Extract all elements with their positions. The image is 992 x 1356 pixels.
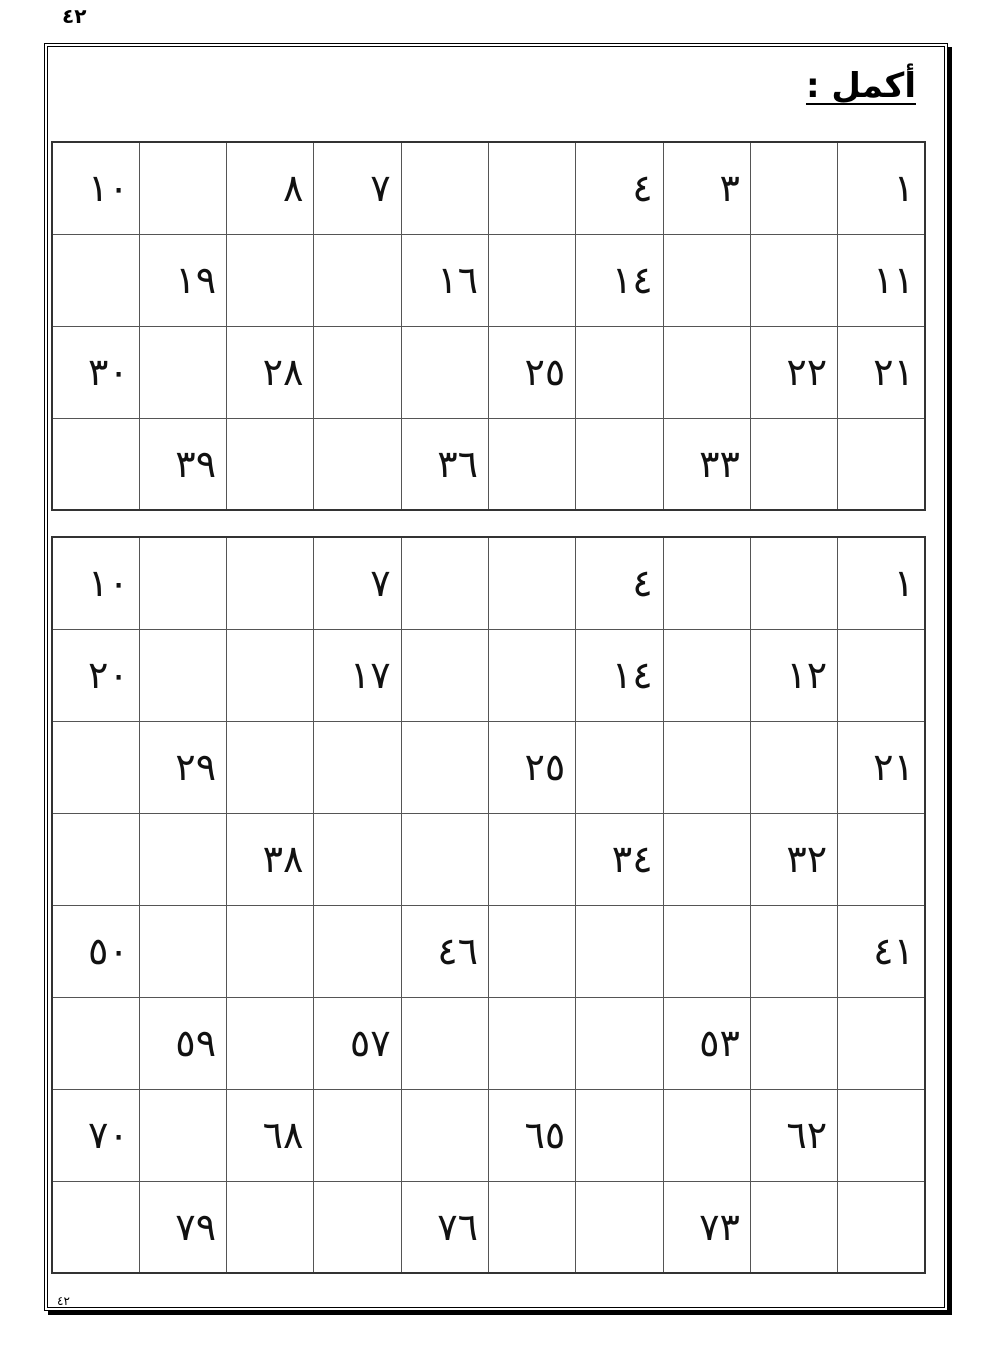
number-cell [52, 1089, 139, 1181]
blank-answer-cell[interactable] [663, 1089, 750, 1181]
blank-answer-cell[interactable] [401, 142, 488, 234]
number-cell [576, 234, 663, 326]
blank-answer-cell[interactable] [489, 813, 576, 905]
number-cell [401, 1181, 488, 1273]
blank-answer-cell[interactable] [139, 537, 226, 629]
number-cell [52, 905, 139, 997]
number-grid-1-to-40 [51, 141, 926, 511]
blank-answer-cell[interactable] [750, 905, 837, 997]
blank-answer-cell[interactable] [663, 537, 750, 629]
blank-answer-cell[interactable] [838, 418, 925, 510]
number-cell [314, 629, 401, 721]
blank-answer-cell[interactable] [227, 1181, 314, 1273]
blank-answer-cell[interactable] [314, 721, 401, 813]
blank-answer-cell[interactable] [227, 997, 314, 1089]
blank-answer-cell[interactable] [663, 234, 750, 326]
number-cell [401, 418, 488, 510]
number-cell [52, 537, 139, 629]
cell-number: ١٤ [611, 258, 653, 302]
page-number-top: ٤٢ [62, 4, 87, 28]
cell-number: ٥٣ [699, 1021, 740, 1065]
blank-answer-cell[interactable] [401, 629, 488, 721]
number-cell [838, 142, 925, 234]
grid-row [52, 1181, 925, 1273]
cell-number: ٥٩ [175, 1021, 217, 1065]
cell-number: ٣٩ [175, 441, 217, 486]
blank-answer-cell[interactable] [576, 418, 663, 510]
cell-number: ٥٠ [88, 929, 129, 973]
number-cell [401, 234, 488, 326]
cell-number: ١٧ [349, 653, 391, 697]
cell-number: ٢٢ [786, 350, 828, 394]
number-cell [227, 1089, 314, 1181]
number-cell [576, 142, 663, 234]
cell-number: ٧ [370, 561, 391, 606]
number-grid-1-to-80 [51, 536, 926, 1274]
cell-number: ١٢ [786, 653, 828, 697]
cell-number: ٣٢ [786, 837, 828, 881]
number-cell [576, 537, 663, 629]
cell-number: ٢٥ [524, 350, 566, 394]
number-cell [663, 1181, 750, 1273]
blank-answer-cell[interactable] [227, 418, 314, 510]
number-cell [576, 813, 663, 905]
cell-number: ٧٠ [88, 1113, 129, 1157]
cell-number: ٤ [632, 561, 653, 606]
blank-answer-cell[interactable] [52, 1181, 139, 1273]
blank-answer-cell[interactable] [750, 1181, 837, 1273]
number-cell [227, 813, 314, 905]
cell-number: ٦٥ [524, 1113, 566, 1157]
cell-number: ٢٨ [262, 350, 304, 394]
blank-answer-cell[interactable] [401, 997, 488, 1089]
number-cell [750, 629, 837, 721]
number-cell [227, 326, 314, 418]
number-cell [663, 418, 750, 510]
blank-answer-cell[interactable] [227, 234, 314, 326]
blank-answer-cell[interactable] [401, 326, 488, 418]
number-cell [489, 721, 576, 813]
number-cell [838, 537, 925, 629]
blank-answer-cell[interactable] [314, 1181, 401, 1273]
blank-answer-cell[interactable] [663, 905, 750, 997]
blank-answer-cell[interactable] [314, 326, 401, 418]
blank-answer-cell[interactable] [576, 721, 663, 813]
blank-answer-cell[interactable] [489, 418, 576, 510]
cell-number: ٨ [283, 166, 304, 211]
cell-number: ١٠ [88, 561, 129, 606]
number-cell [750, 813, 837, 905]
blank-answer-cell[interactable] [838, 997, 925, 1089]
blank-answer-cell[interactable] [314, 813, 401, 905]
number-cell [750, 1089, 837, 1181]
worksheet-frame [44, 43, 948, 1311]
blank-answer-cell[interactable] [838, 1089, 925, 1181]
number-cell [139, 721, 226, 813]
blank-answer-cell[interactable] [314, 234, 401, 326]
number-cell [52, 142, 139, 234]
page-number-bottom: ٤٢ [57, 1294, 70, 1308]
blank-answer-cell[interactable] [227, 629, 314, 721]
page-title: أكمل : [805, 66, 916, 106]
blank-answer-cell[interactable] [314, 1089, 401, 1181]
number-cell [838, 905, 925, 997]
grid-row [52, 326, 925, 418]
grid-row [52, 142, 925, 234]
number-cell [838, 234, 925, 326]
grid-row [52, 537, 925, 629]
blank-answer-cell[interactable] [663, 813, 750, 905]
blank-answer-cell[interactable] [576, 326, 663, 418]
cell-number: ٣٤ [611, 837, 653, 881]
cell-number: ٢٩ [175, 745, 217, 789]
cell-number: ٣ [719, 166, 740, 211]
blank-answer-cell[interactable] [750, 997, 837, 1089]
blank-answer-cell[interactable] [489, 234, 576, 326]
blank-answer-cell[interactable] [838, 813, 925, 905]
blank-answer-cell[interactable] [576, 1181, 663, 1273]
blank-answer-cell[interactable] [227, 905, 314, 997]
grid-row [52, 1089, 925, 1181]
cell-number: ٤١ [873, 929, 914, 973]
number-cell [838, 721, 925, 813]
blank-answer-cell[interactable] [227, 721, 314, 813]
blank-answer-cell[interactable] [838, 1181, 925, 1273]
cell-number: ٦٢ [786, 1113, 828, 1157]
grid-row [52, 234, 925, 326]
number-cell [227, 142, 314, 234]
blank-answer-cell[interactable] [663, 326, 750, 418]
cell-number: ٧ [370, 166, 391, 211]
blank-answer-cell[interactable] [52, 234, 139, 326]
grid-row [52, 721, 925, 813]
cell-number: ٥٧ [349, 1021, 391, 1065]
grid-row [52, 813, 925, 905]
cell-number: ١٩ [175, 258, 217, 302]
cell-number: ٢٥ [524, 745, 566, 789]
blank-answer-cell[interactable] [750, 234, 837, 326]
number-cell [52, 326, 139, 418]
cell-number: ١ [893, 166, 914, 211]
number-cell [314, 142, 401, 234]
number-cell [838, 326, 925, 418]
blank-answer-cell[interactable] [52, 418, 139, 510]
blank-answer-cell[interactable] [139, 1089, 226, 1181]
number-cell [576, 629, 663, 721]
blank-answer-cell[interactable] [52, 997, 139, 1089]
cell-number: ٢١ [873, 350, 914, 394]
blank-answer-cell[interactable] [489, 629, 576, 721]
cell-number: ١١ [873, 258, 914, 302]
number-cell [750, 326, 837, 418]
blank-answer-cell[interactable] [489, 1181, 576, 1273]
blank-answer-cell[interactable] [139, 905, 226, 997]
cell-number: ٧٩ [175, 1204, 217, 1249]
blank-answer-cell[interactable] [52, 813, 139, 905]
blank-answer-cell[interactable] [750, 418, 837, 510]
cell-number: ٧٣ [699, 1204, 740, 1249]
blank-answer-cell[interactable] [489, 142, 576, 234]
grid-row [52, 629, 925, 721]
number-cell [139, 1181, 226, 1273]
blank-answer-cell[interactable] [838, 629, 925, 721]
grid-row [52, 905, 925, 997]
blank-answer-cell[interactable] [401, 813, 488, 905]
number-cell [314, 997, 401, 1089]
cell-number: ٢٠ [88, 653, 129, 697]
blank-answer-cell[interactable] [401, 721, 488, 813]
cell-number: ٣٨ [262, 837, 304, 881]
blank-answer-cell[interactable] [663, 629, 750, 721]
blank-answer-cell[interactable] [663, 721, 750, 813]
blank-answer-cell[interactable] [139, 326, 226, 418]
number-cell [314, 537, 401, 629]
cell-number: ١٦ [437, 258, 479, 302]
blank-answer-cell[interactable] [750, 537, 837, 629]
blank-answer-cell[interactable] [401, 1089, 488, 1181]
cell-number: ٦٨ [262, 1113, 304, 1157]
grid-row [52, 418, 925, 510]
blank-answer-cell[interactable] [576, 997, 663, 1089]
blank-answer-cell[interactable] [750, 142, 837, 234]
grid-row [52, 997, 925, 1089]
blank-answer-cell[interactable] [576, 1089, 663, 1181]
blank-answer-cell[interactable] [489, 997, 576, 1089]
cell-number: ١٤ [611, 653, 653, 697]
blank-answer-cell[interactable] [314, 418, 401, 510]
blank-answer-cell[interactable] [139, 813, 226, 905]
cell-number: ٤٦ [437, 929, 479, 973]
blank-answer-cell[interactable] [750, 721, 837, 813]
blank-answer-cell[interactable] [52, 721, 139, 813]
number-cell [663, 997, 750, 1089]
cell-number: ٣٦ [437, 441, 479, 486]
cell-number: ٢١ [873, 745, 914, 789]
cell-number: ٣٣ [699, 441, 740, 486]
blank-answer-cell[interactable] [576, 905, 663, 997]
cell-number: ٣٠ [88, 350, 129, 394]
blank-answer-cell[interactable] [489, 905, 576, 997]
number-cell [663, 142, 750, 234]
number-cell [139, 997, 226, 1089]
number-cell [52, 629, 139, 721]
cell-number: ٤ [632, 166, 653, 211]
cell-number: ٧٦ [437, 1204, 479, 1249]
number-cell [139, 418, 226, 510]
blank-answer-cell[interactable] [314, 905, 401, 997]
blank-answer-cell[interactable] [139, 629, 226, 721]
number-cell [489, 1089, 576, 1181]
cell-number: ١ [893, 561, 914, 606]
blank-answer-cell[interactable] [489, 537, 576, 629]
number-cell [401, 905, 488, 997]
blank-answer-cell[interactable] [401, 537, 488, 629]
blank-answer-cell[interactable] [139, 142, 226, 234]
number-cell [139, 234, 226, 326]
cell-number: ١٠ [88, 166, 129, 211]
number-cell [489, 326, 576, 418]
blank-answer-cell[interactable] [227, 537, 314, 629]
